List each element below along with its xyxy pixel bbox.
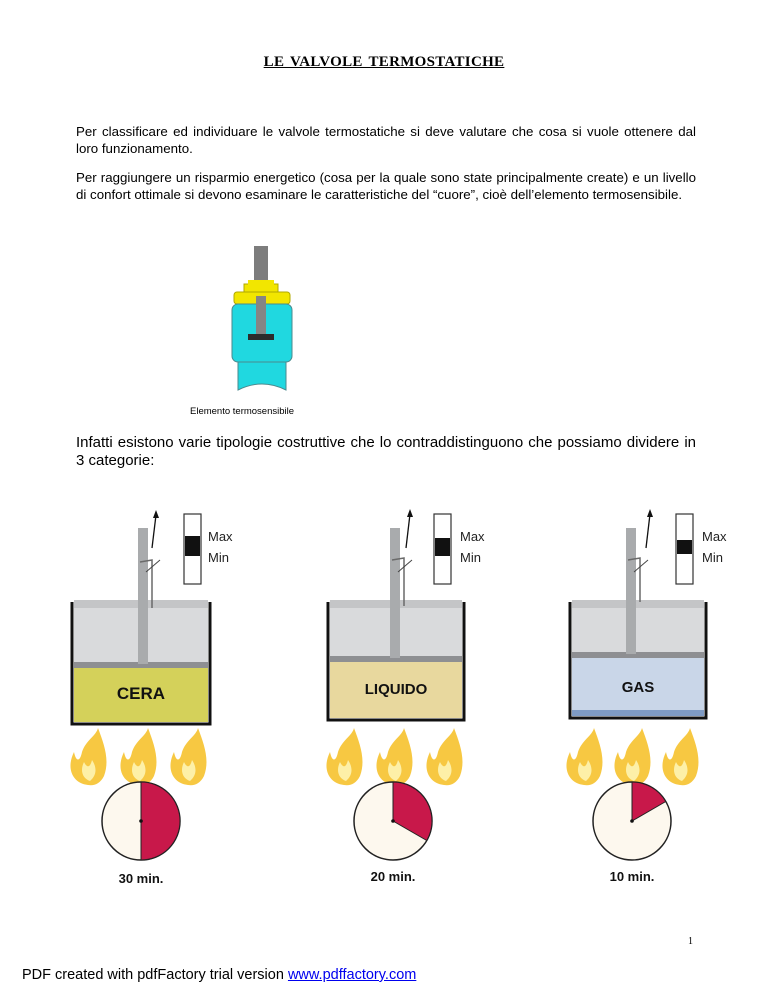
gas-time-label: 10 min. [609,869,655,884]
cera-gauge-max-label: Max [208,529,233,544]
gas-gauge-max-label: Max [702,529,727,544]
intro-paragraph: Per classificare ed individuare le valvole termostatiche si deve valutare che cosa si vuole ottenere dal loro funzionamento. [76,124,696,156]
cera-time-label: 30 min. [118,871,164,886]
liquido-gauge-level [435,538,450,556]
liquido-gauge-min-label: Min [460,550,481,565]
page-number: 1 [688,936,693,947]
cera-gauge-min-label: Min [208,550,229,565]
liquido-label: LIQUIDO [364,681,428,698]
pdf-footer [22,967,416,983]
gas-label: GAS [621,679,655,696]
page-title: LE VALVOLE TERMOSTATICHE [263,54,505,70]
figure-caption: Elemento termosensibile [190,406,295,417]
heart-paragraph: Per raggiungere un risparmio energetico (cosa per la quale sono state principalmente create) e un livello di confort ottimale si devono esaminare le caratteristiche del “cuore”, cioè dell’elemento termosensibile. [76,170,696,202]
cera-label: CERA [116,684,166,703]
cera-gauge-level [185,536,200,556]
gas-gauge-level [677,540,692,554]
footer-text: PDF created with pdfFactory trial version [22,967,288,983]
liquido-gauge-max-label: Max [460,529,485,544]
liquido-time-label: 20 min. [370,869,416,884]
categories-paragraph: Infatti esistono varie tipologie costruttive che lo contraddistinguono che possiamo dividere in 3 categorie: [76,434,696,469]
gas-gauge-min-label: Min [702,550,723,565]
pdffactory-link[interactable]: www.pdffactory.com [287,967,417,983]
